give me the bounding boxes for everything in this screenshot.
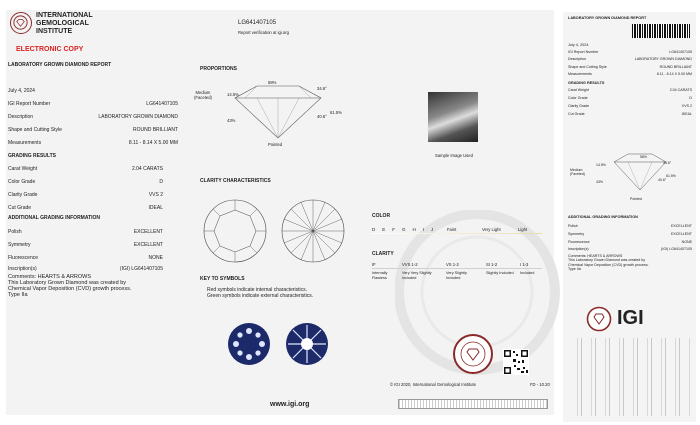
arrows-image (285, 322, 329, 366)
sidebar-row-clarity: Clarity Grade VVS 2 (568, 104, 692, 108)
sidebar-row-polish: Polish EXCELLENT (568, 224, 692, 228)
sidebar-additional-title: ADDITIONAL GRADING INFORMATION (568, 215, 638, 219)
website-link[interactable]: www.igi.org (270, 401, 310, 408)
proportions-title: PROPORTIONS (200, 66, 237, 72)
proportions-diagram (225, 80, 330, 150)
pavilion-depth: 43% (227, 118, 236, 123)
total-depth: 61.5% (330, 110, 342, 115)
color-label-light: Light (518, 227, 528, 232)
additional-row-symmetry: Symmetry EXCELLENT (8, 242, 163, 248)
sidebar-row-inscription: Inscription(s) (IGI) LG641407105 (568, 247, 692, 251)
rotated-summary-block (568, 338, 692, 416)
report-date: July 4, 2024 (8, 88, 35, 94)
electronic-copy-label: ELECTRONIC COPY (16, 46, 84, 53)
grading-row-clarity: Clarity Grade VVS 2 (8, 192, 163, 198)
color-scale-title: COLOR (372, 213, 391, 219)
pavilion-angle: 40.6° (317, 114, 327, 119)
grading-row-cut: Cut Grade IDEAL (8, 205, 163, 211)
clarity-characteristics-title: CLARITY CHARACTERISTICS (200, 178, 271, 184)
sidebar-row-measurements: Measurements 8.11 - 8.14 X 5.00 MM (568, 72, 692, 76)
clarity-label-vvs: Very Very Slightly Included (402, 271, 432, 280)
sidebar-table-percent: 58% (640, 155, 648, 159)
clarity-grade-if: IF (372, 262, 376, 267)
igi-logo-text: IGI (617, 307, 644, 329)
org-name: INTERNATIONAL GEMOLOGICAL INSTITUTE (36, 12, 93, 35)
qr-code-icon[interactable] (503, 349, 529, 375)
sidebar-row-description: Description LABORATORY GROWN DIAMOND (568, 57, 692, 61)
color-label-faint: Faint (447, 227, 457, 232)
security-strip (398, 399, 548, 409)
clarity-grade-i: I 1-3 (520, 262, 529, 267)
clarity-grade-si: SI 1-2 (486, 262, 498, 267)
sidebar-comments: Comments: HEARTS & ARROWS This Laboratory Grown Diamond was created by Chemical Vapor Deposition (CVD) growth process. Type IIa (568, 254, 649, 271)
sidebar-crown-height: 14.5% (596, 163, 606, 167)
sidebar-pavilion-depth: 43% (596, 180, 604, 184)
table-percent: 58% (268, 80, 277, 85)
clarity-label-si: Slightly Included (486, 271, 514, 275)
girdle-label: Medium (Faceted) (194, 90, 212, 100)
hearts-image (227, 322, 271, 366)
field-row-shape: Shape and Cutting Style ROUND BRILLIANT (8, 127, 178, 133)
clarity-label-if: Internally Flawless (372, 271, 388, 280)
igi-logo-icon (586, 306, 612, 332)
sidebar-row-shape: Shape and Cutting Style ROUND BRILLIANT (568, 65, 692, 69)
copyright-text: © IGI 2020, International Gemological Institute (390, 382, 476, 387)
comments-text: Comments: HEARTS & ARROWS This Laboratory Grown Diamond was created by Chemical Vapor Deposition (CVD) growth process. Type IIa (8, 274, 132, 298)
clarity-grade-vvs: VVS 1-2 (402, 262, 418, 267)
key-to-symbols-text: Red symbols indicate internal characteristics. Green symbols indicate external characteristics. (207, 287, 314, 299)
culet-label: Pointed (268, 142, 283, 147)
clarity-grade-vs: VS 1-2 (446, 262, 459, 267)
additional-row-inscription: Inscription(s) (IGI) LG641407105 (8, 266, 163, 272)
grading-row-color: Color Grade D (8, 179, 163, 185)
sidebar-row-report-number: IGI Report Number LG641407105 (568, 50, 692, 54)
sidebar-total-depth: 61.5% (666, 174, 676, 178)
sidebar-culet: Pointed (630, 197, 642, 201)
additional-row-polish: Polish EXCELLENT (8, 229, 163, 235)
sidebar-row-cut: Cut Grade IDEAL (568, 112, 692, 116)
igi-certified-seal-icon (452, 333, 494, 375)
clarity-label-vs: Very Slightly Included (446, 271, 467, 280)
crown-angle: 34.6° (317, 86, 327, 91)
grading-row-carat: Carat Weight 2.04 CARATS (8, 166, 163, 172)
sidebar-title: LABORATORY GROWN DIAMOND REPORT (568, 16, 647, 20)
additional-row-fluorescence: Fluorescence NONE (8, 255, 163, 261)
sidebar-crown-angle: 34.6° (663, 161, 672, 165)
field-row-measurements: Measurements 8.11 - 8.14 X 5.00 MM (8, 140, 178, 146)
sidebar-date: July 4, 2024 (568, 43, 589, 47)
igi-seal-icon (10, 12, 32, 34)
clarity-plot-pavilion (280, 198, 346, 264)
field-row-description: Description LABORATORY GROWN DIAMOND (8, 114, 178, 120)
color-scale-letters: D E F G H I J (372, 227, 434, 232)
sidebar-row-color: Color Grade D (568, 96, 692, 100)
sidebar-row-symmetry: Symmetry EXCELLENT (568, 232, 692, 236)
report-title: LABORATORY GROWN DIAMOND REPORT (8, 62, 112, 68)
sidebar-girdle: Medium (Faceted) (570, 168, 585, 177)
sidebar-row-fluorescence: Fluorescence NONE (568, 240, 692, 244)
sidebar-pavilion-angle: 40.6° (658, 178, 667, 182)
crown-height: 14.5% (227, 92, 239, 97)
sidebar-row-carat: Carat Weight 2.04 CARATS (568, 88, 692, 92)
grading-results-title: GRADING RESULTS (8, 153, 56, 159)
report-number-top: LG641407105 (238, 20, 277, 26)
barcode-icon (632, 24, 690, 38)
color-label-very-light: Very Light (482, 227, 501, 232)
form-code: FD - 10.20 (530, 382, 550, 387)
key-to-symbols-title: KEY TO SYMBOLS (200, 276, 245, 282)
sample-diamond-image (428, 92, 478, 142)
additional-title: ADDITIONAL GRADING INFORMATION (8, 215, 101, 221)
verification-text: Report verification at igi.org (238, 30, 289, 35)
clarity-scale-title: CLARITY (372, 251, 394, 257)
field-row-report-number: IGI Report Number LG641407105 (8, 101, 178, 107)
sidebar-grading-title: GRADING RESULTS (568, 81, 605, 85)
sample-image-caption: Sample Image Used (435, 153, 473, 158)
clarity-label-i: Included (520, 271, 535, 275)
clarity-plot-crown (202, 198, 268, 264)
